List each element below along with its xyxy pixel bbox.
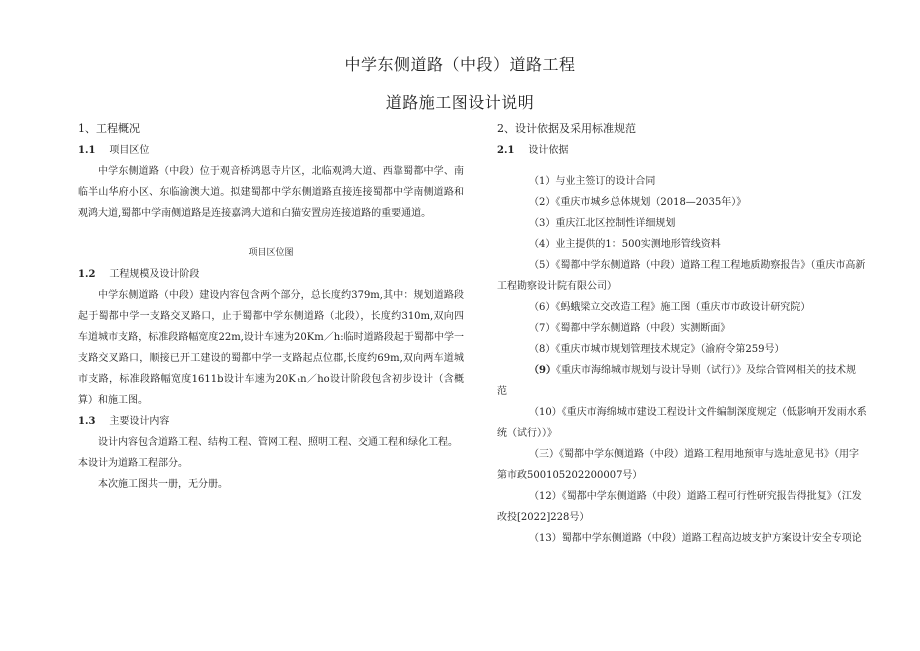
reference-item-continued: 范	[497, 386, 507, 397]
reference-item: （3）重庆江北区控制性详细规划	[529, 218, 676, 229]
section-1-2-number: 1.2	[78, 269, 96, 280]
section-1-1-number: 1.1	[78, 145, 96, 156]
section-1-1-paragraph: 中学东侧道路（中段）位于观音桥鸿恩寺片区，北临观鸿大道、西靠蜀都中学、南临半山华府小区、东临渝澳大道。拟建蜀都中学东侧道路直接连接蜀都中学南侧道路和观鸿大道,蜀都中学南侧道路是连接嘉鸿大道和白猫安置房连接道路的重要通道。	[78, 166, 464, 219]
reference-item: （2）《重庆市城乡总体规划（2018—2035年）》	[529, 197, 747, 208]
reference-item: （三）《蜀都中学东侧道路（中段）道路工程用地预审与选址意见书》（用字	[529, 449, 859, 460]
right-column	[497, 118, 887, 549]
reference-item: （1）与业主签订的设计合同	[529, 176, 656, 187]
reference-item	[497, 360, 887, 381]
reference-text: 《重庆市海绵城市规划与设计导则（试行）》及综合管网相关的技术规	[555, 365, 856, 376]
location-map-caption: 项目区位图	[248, 248, 294, 258]
reference-item: （13）蜀都中学东侧道路（中段）道路工程高边坡支护方案设计安全专项论	[529, 533, 862, 544]
reference-item-continued: 改投[2022]228号）	[497, 512, 590, 523]
reference-item-continued: 统（试行））》	[497, 428, 557, 439]
reference-item: （4）业主提供的1：500实测地形管线资料	[529, 239, 721, 250]
section-2-1-heading	[497, 140, 887, 161]
section-2-heading: 2、设计依据及采用标准规范	[497, 122, 636, 135]
section-1-3-paragraph-3: 本次施工图共一册，无分册。	[98, 479, 228, 490]
reference-item-continued: 第市政500105202200007号）	[497, 470, 643, 481]
reference-item: （8）《重庆市城市规划管理技术规定》（渝府令第259号）	[529, 344, 785, 355]
section-1-3-paragraph-2: 本设计为道路工程部分。	[78, 458, 188, 469]
reference-item: （5）《蜀都中学东侧道路（中段）道路工程工程地质勘察报告》（重庆市高新	[529, 260, 866, 271]
reference-item: （7）《蜀都中学东侧道路（中段）实测断面》	[529, 323, 731, 334]
section-1-3-title: 主要设计内容	[109, 416, 170, 427]
section-1-2-heading	[78, 264, 464, 285]
section-2-1-number: 2.1	[497, 145, 515, 156]
section-1-3-number: 1.3	[78, 416, 96, 427]
document-subtitle: 道路施工图设计说明	[385, 93, 535, 112]
section-1-2-title: 工程规模及设计阶段	[109, 269, 200, 280]
section-1-heading: 1、工程概况	[78, 122, 140, 135]
section-1-1-heading	[78, 140, 464, 161]
section-1-1-title: 项目区位	[109, 145, 150, 156]
reference-number: （9）	[529, 365, 556, 376]
reference-item: （10）《重庆市海绵城市建设工程设计文件编制深度规定（低影响开发雨水系	[529, 407, 867, 418]
reference-item: （12）《蜀都中学东侧道路（中段）道路工程可行性研究报告得批复》（江发	[529, 491, 862, 502]
left-column	[78, 118, 464, 495]
section-1-3-heading	[78, 411, 464, 432]
reference-item-continued: 工程勘察设计院有限公司）	[497, 281, 617, 292]
reference-item: （6）《蚂蛾梁立交改造工程》施工图（重庆市市政设计研究院）	[529, 302, 811, 313]
section-1-3-paragraph-1: 设计内容包含道路工程、结构工程、管网工程、照明工程、交通工程和绿化工程。	[98, 437, 458, 448]
section-1-2-paragraph: 中学东侧道路（中段）建设内容包含两个部分，总长度约379m,其中：规划道路段起于蜀都中学一支路交叉路口，止于蜀都中学东侧道路（北段），长度约310m,双向四车道城市支路，标准段路幅宽度22m,设计车速为20Km／h:临时道路段起于蜀都中学一支路交叉路口，顺接已开工建设的蜀都中学一支路起点位郡,长度约69m,双向两车道城市支路，标准段路幅宽度1611b设计车速为20K ₜn／ho设计阶段包含初步设计（含概算）和施工图。	[78, 290, 464, 406]
section-2-1-title: 设计依据	[528, 145, 569, 156]
document-title: 中学东侧道路（中段）道路工程	[344, 55, 576, 74]
